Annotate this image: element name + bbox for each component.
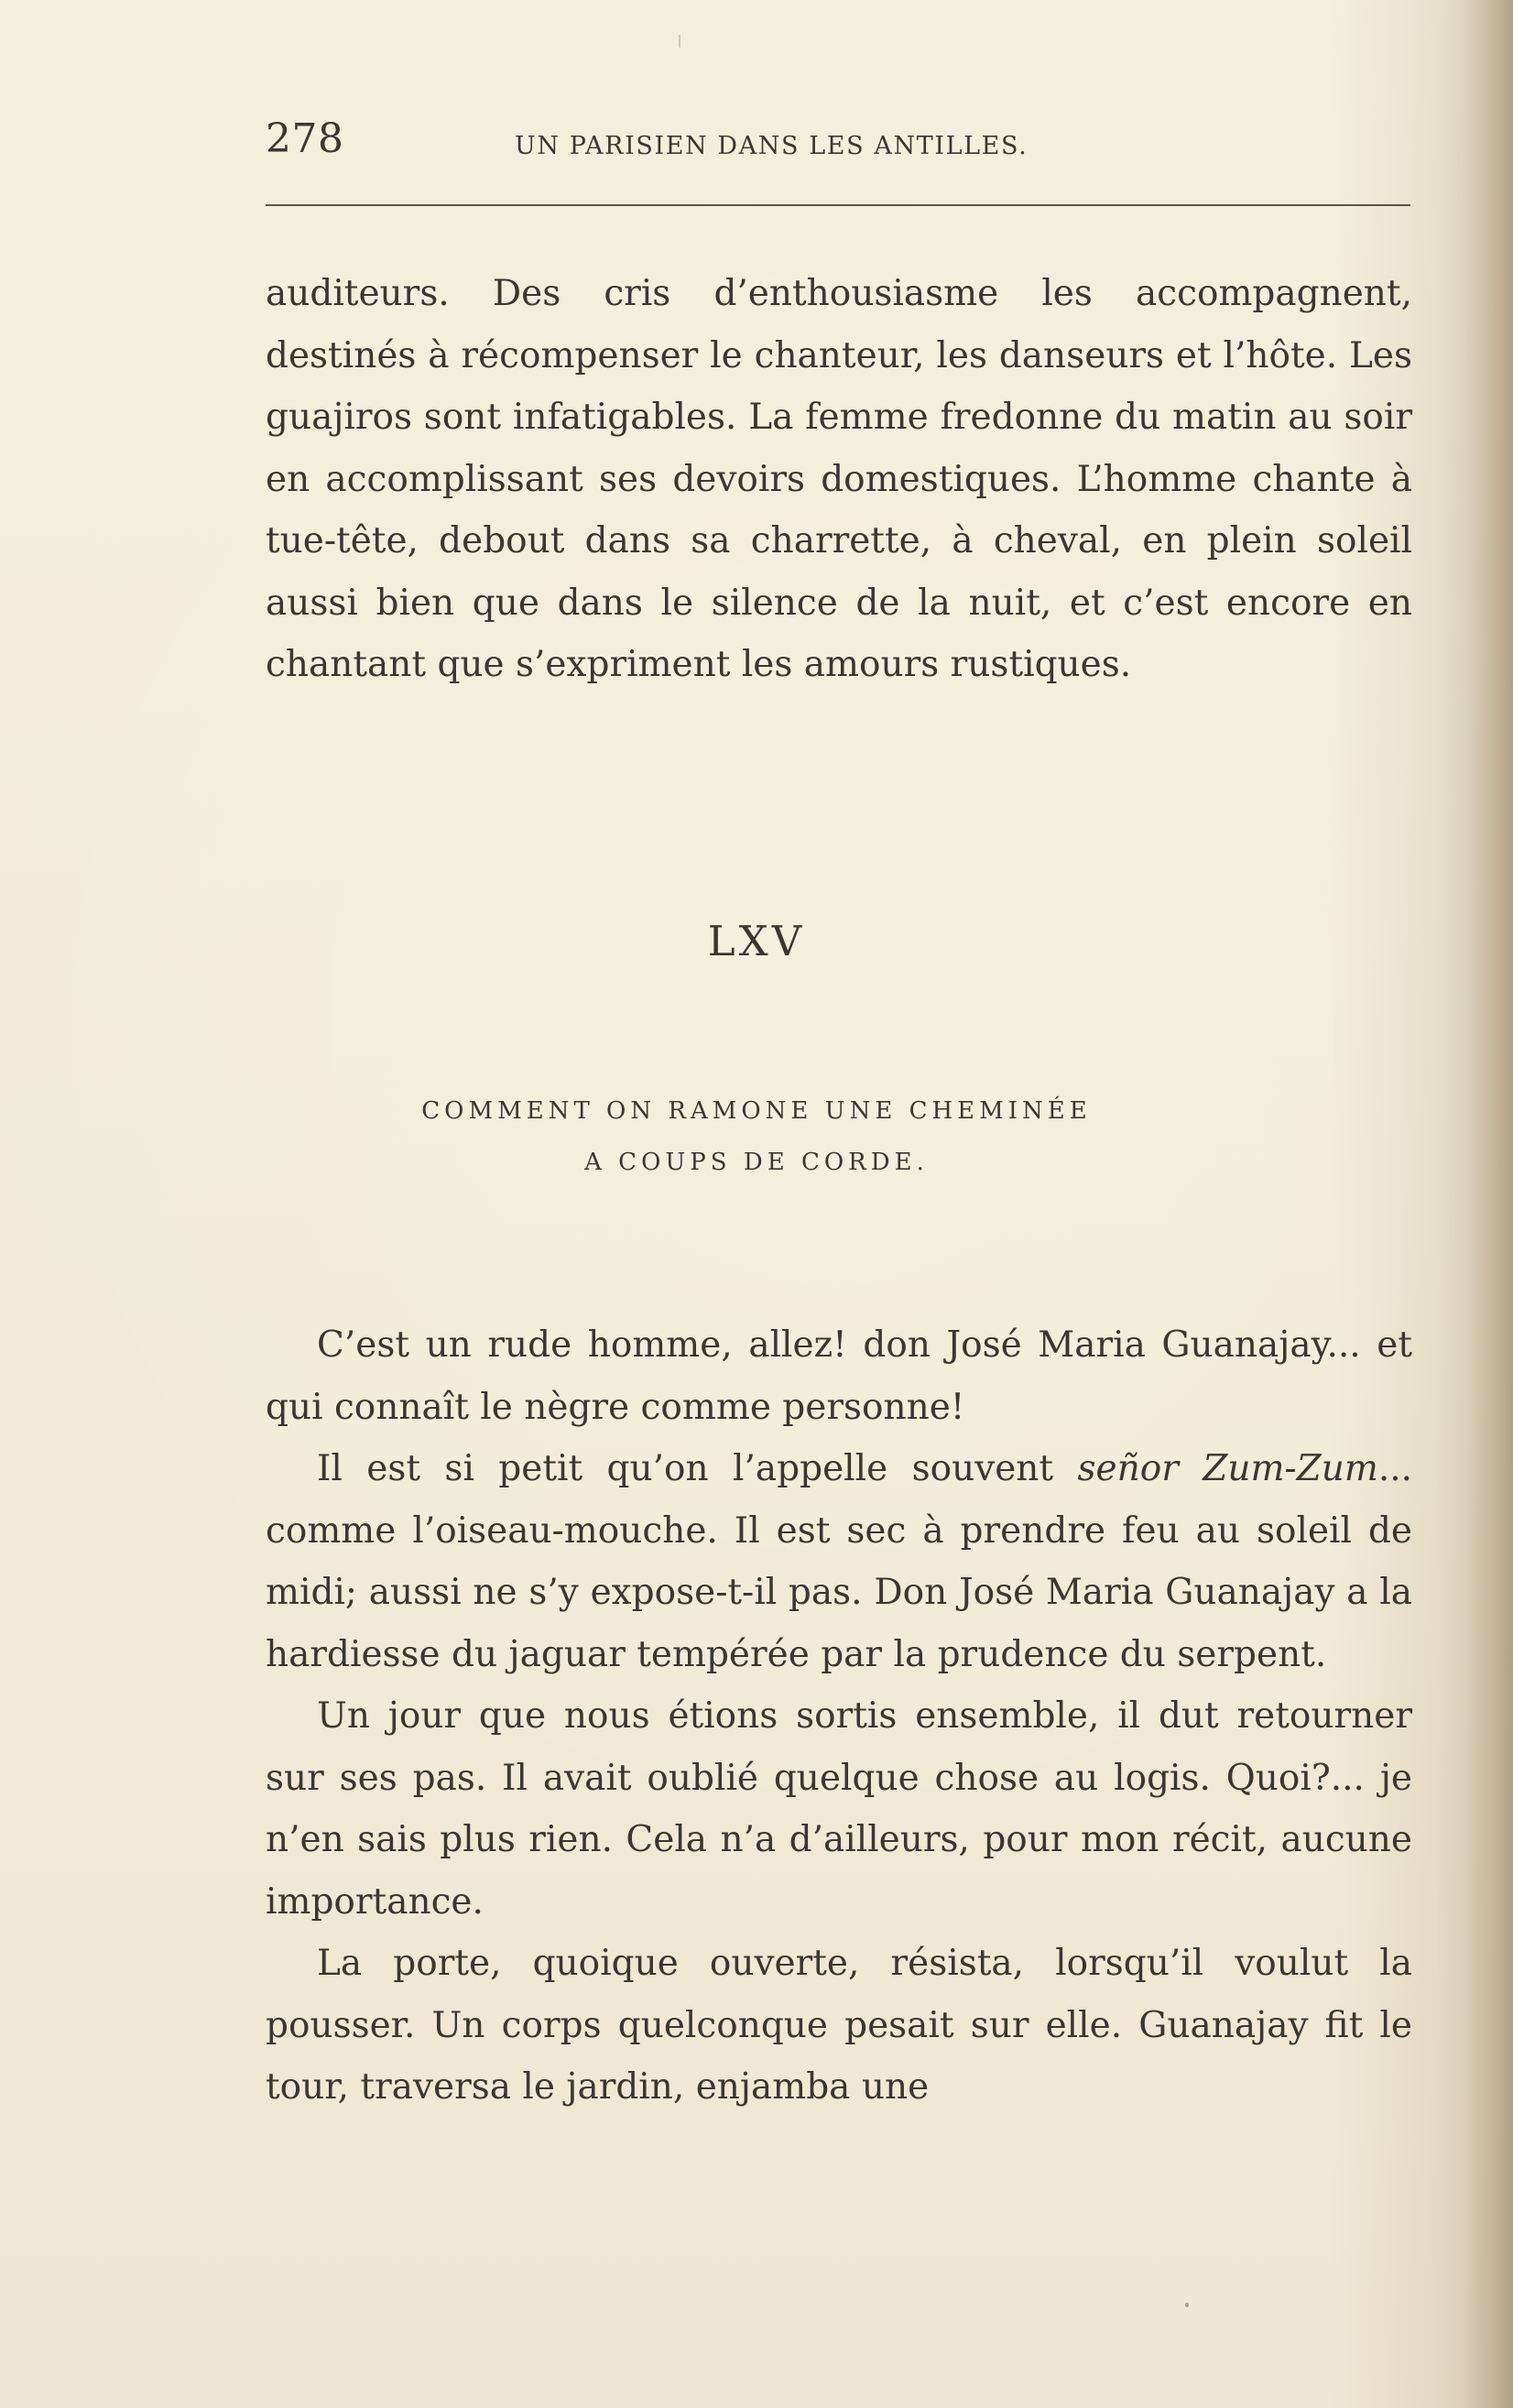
paragraph-3: Un jour que nous étions sortis ensemble, il dut retourner sur ses pas. Il avait oublié quelque chose au logis. Quoi?... je n’en sais plus rien. Cela n’a d’ailleurs, pour mon récit, aucune importance.	[266, 1695, 1412, 1923]
chapter-title-line-1: COMMENT ON RAMONE UNE CHEMINÉE	[421, 1097, 1092, 1125]
chapter-number: LXV	[707, 917, 806, 965]
page-number: 278	[266, 115, 344, 162]
page-edge-shadow	[1465, 0, 1513, 2408]
chapter-title	[0, 1085, 1513, 1188]
paragraph-2-text-after-italic: ... comme l’oiseau-mouche. Il est sec à prendre feu au soleil de midi; aussi ne s’y expose-t-il pas. Don José Maria Guanajay a la hardiesse du jaguar tempérée par la prudence du serpent.	[266, 1448, 1413, 1675]
small-ink-mark	[1185, 2303, 1189, 2307]
paragraph-2	[266, 1438, 1412, 1685]
running-title: UN PARISIEN DANS LES ANTILLES.	[515, 132, 1029, 160]
continued-paragraph	[266, 263, 1412, 696]
running-header	[266, 115, 1420, 180]
paragraph-2-text-before-italic: Il est si petit qu’on l’appelle souvent	[317, 1448, 1078, 1489]
header-rule	[266, 204, 1410, 206]
chapter-title-line-2: A COUPS DE CORDE.	[584, 1149, 929, 1176]
paragraph-text: auditeurs. Des cris d’enthousiasme les accompagnent, destinés à récompenser le chanteur, les danseurs et l’hôte. Les guajiros sont infatigables. La femme fredonne du matin au soir en accomplissant ses devoirs domestiques. L’homme chante à tue-tête, debout dans sa charrette, à cheval, en plein soleil aussi bien que dans le silence de la nuit, et c’est encore en chantant que s’expriment les amours rustiques.	[266, 273, 1412, 685]
paragraph-4: La porte, quoique ouverte, résista, lorsqu’il voulut la pousser. Un corps quelconque pesait sur elle. Guanajay fit le tour, traversa le jardin, enjamba une	[266, 1943, 1412, 2108]
paragraph-2-italic-name: señor Zum-Zum	[1077, 1448, 1378, 1489]
paragraph-1: C’est un rude homme, allez! don José Maria Guanajay... et qui connaît le nègre comme personne!	[266, 1324, 1412, 1428]
chapter-body	[266, 1314, 1412, 2119]
top-mark	[679, 35, 680, 48]
